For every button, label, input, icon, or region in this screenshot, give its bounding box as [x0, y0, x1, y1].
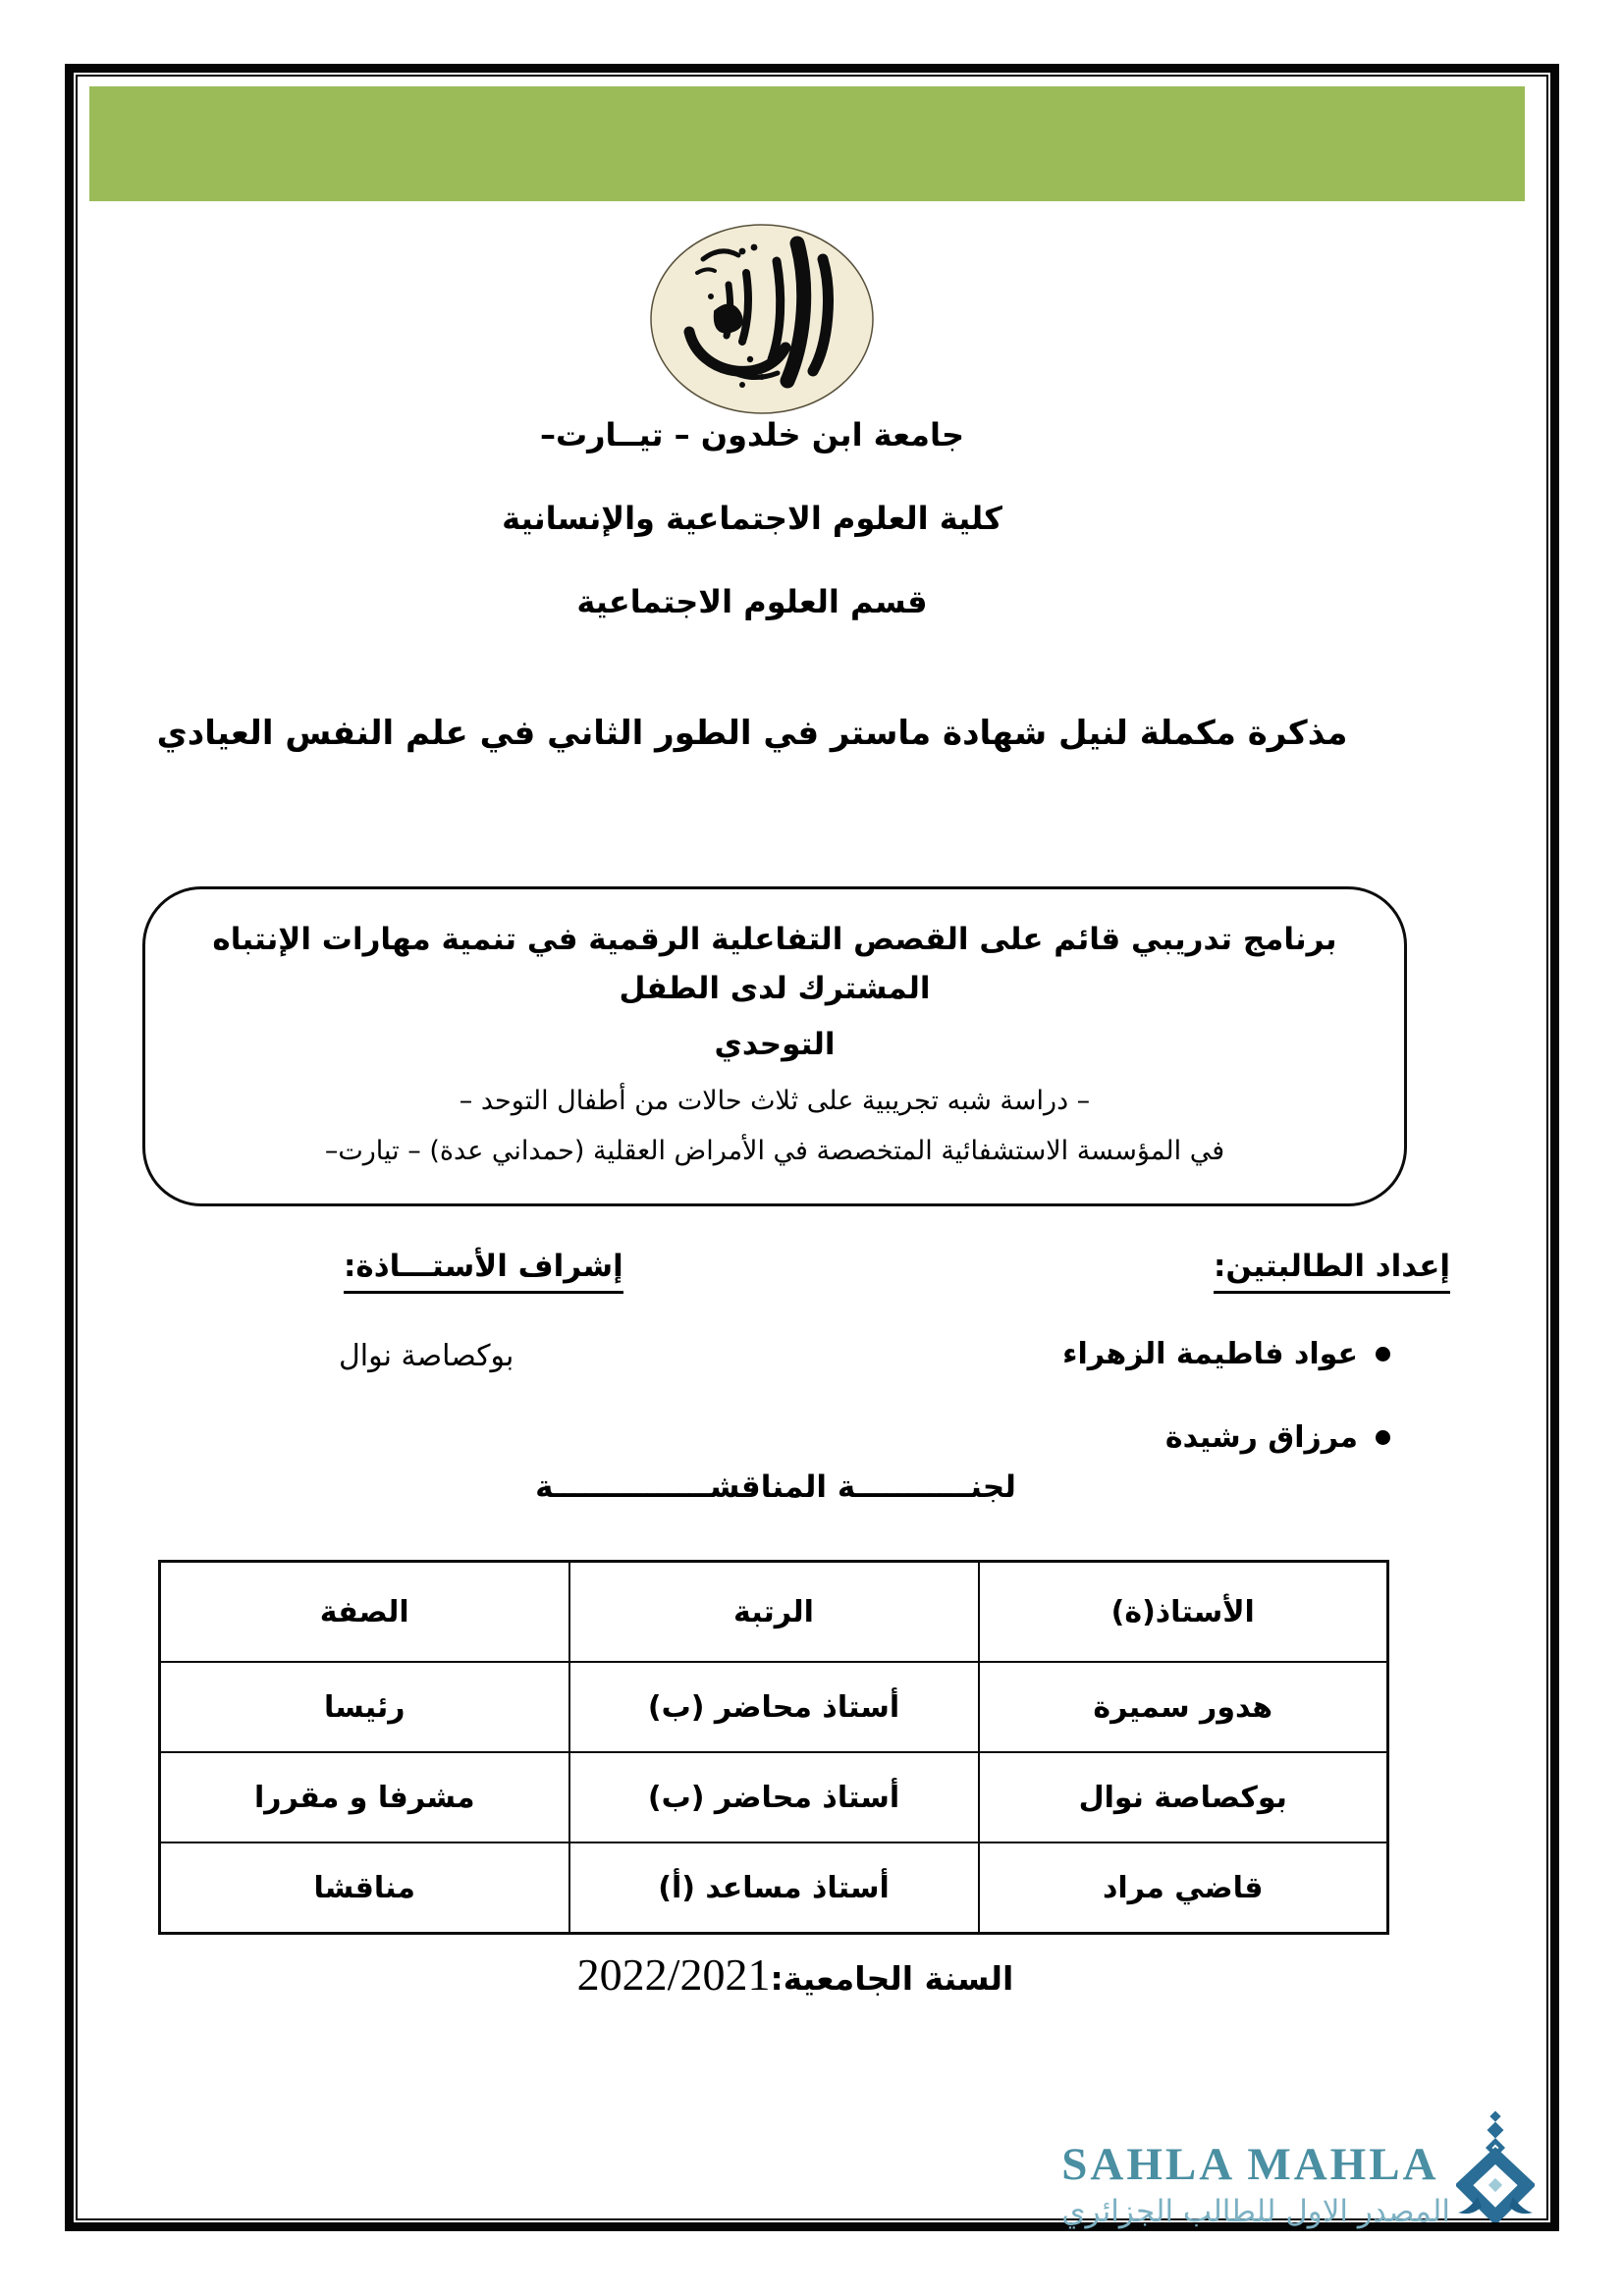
student-name: مرزاق رشيدة	[1164, 1420, 1358, 1455]
thesis-title-line2: التوحدي	[714, 1027, 836, 1063]
students-list	[1062, 1337, 1390, 1455]
watermark-text-block	[1061, 2139, 1450, 2229]
university-seal-logo	[648, 222, 876, 416]
table-row	[160, 1842, 1388, 1934]
student-name: عواد فاطيمة الزهراء	[1062, 1337, 1358, 1371]
academic-year-label: السنة الجامعية:	[770, 1959, 1014, 1998]
supervision-heading: إشراف الأستـــاذة:	[344, 1249, 623, 1294]
supervision-block	[344, 1249, 623, 1294]
department-name: قسم العلوم الاجتماعية	[576, 583, 928, 620]
column-header-role: الصفة	[160, 1562, 569, 1663]
header-banner	[89, 86, 1525, 201]
column-header-rank: الرتبة	[569, 1562, 979, 1663]
list-item	[1062, 1337, 1390, 1371]
professor-name: قاضي مراد	[979, 1842, 1388, 1934]
prepared-by-block	[1214, 1249, 1450, 1294]
committee-table	[158, 1560, 1389, 1935]
watermark-title: SAHLA MAHLA	[1061, 2139, 1439, 2190]
academic-year-line	[0, 1949, 1591, 2001]
committee-heading: لجنـــــــــــة المناقشـــــــــــــــة	[535, 1469, 1016, 1505]
professor-role: مناقشا	[160, 1842, 569, 1934]
professor-role: مشرفا و مقررا	[160, 1752, 569, 1842]
watermark-calligraphy-icon	[1456, 2110, 1535, 2222]
university-name: جامعة ابن خلدون – تيــارت–	[539, 416, 965, 454]
sahla-mahla-watermark	[1061, 2110, 1535, 2229]
professor-rank: أستاذ محاضر (ب)	[569, 1752, 979, 1842]
supervisor-name: بوكصاصة نوال	[339, 1339, 514, 1373]
professor-role: رئيسا	[160, 1662, 569, 1752]
degree-line: مذكرة مكملة لنيل شهادة ماستر في الطور الثاني في علم النفس العيادي	[156, 714, 1348, 753]
thesis-title-line1: برنامج تدريبي قائم على القصص التفاعلية الرقمية في تنمية مهارات الإنتباه المشترك لدى الطفل	[212, 922, 1337, 1007]
bullet-icon	[1376, 1430, 1390, 1445]
list-item	[1062, 1420, 1390, 1455]
table-row	[160, 1662, 1388, 1752]
faculty-name: كلية العلوم الاجتماعية والإنسانية	[502, 500, 1002, 537]
table-row	[160, 1752, 1388, 1842]
column-header-professor: الأستاذ(ة)	[979, 1562, 1388, 1663]
professor-rank: أستاذ مساعد (أ)	[569, 1842, 979, 1934]
prepared-by-heading: إعداد الطالبتين:	[1214, 1249, 1450, 1294]
thesis-title-box	[142, 886, 1407, 1206]
thesis-subtitle-study: – دراسة شبه تجريبية على ثلاث حالات من أطفال التوحد –	[459, 1086, 1091, 1117]
academic-year-value: 2022/2021	[576, 1949, 771, 2000]
watermark-tagline: المصدر الاول للطالب الجزائري	[1061, 2194, 1450, 2229]
bullet-icon	[1376, 1347, 1390, 1362]
professor-name: هدور سميرة	[979, 1662, 1388, 1752]
professor-name: بوكصاصة نوال	[979, 1752, 1388, 1842]
professor-rank: أستاذ محاضر (ب)	[569, 1662, 979, 1752]
thesis-subtitle-location: في المؤسسة الاستشفائية المتخصصة في الأمراض العقلية (حمداني عدة) – تيارت–	[324, 1136, 1225, 1167]
table-header-row	[160, 1562, 1388, 1663]
